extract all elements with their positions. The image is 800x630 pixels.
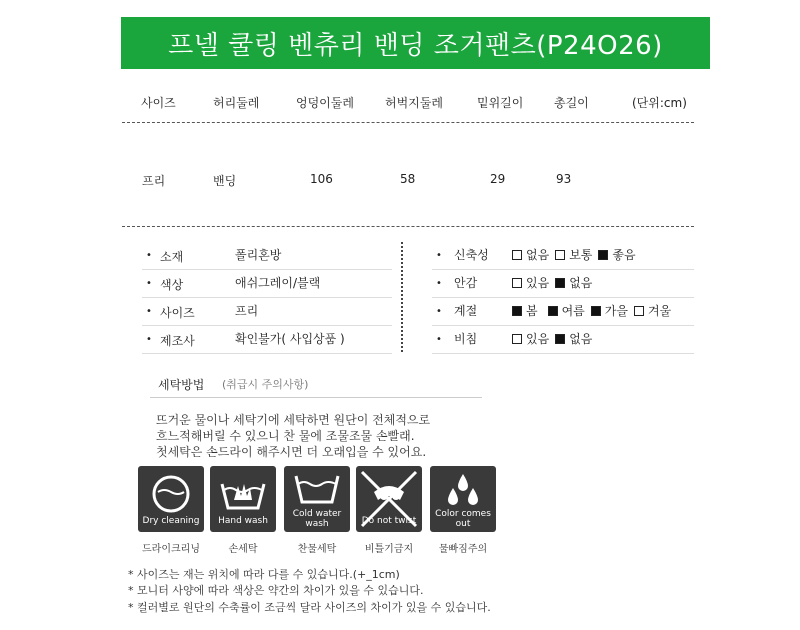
do-not-twist-icon bbox=[356, 466, 422, 532]
size-header-unit: (단위:cm) bbox=[632, 96, 687, 110]
option-label: 봄 bbox=[526, 304, 538, 318]
care-icon-label: 비틀기금지 bbox=[364, 544, 414, 555]
product-title: 프넬 쿨링 벤츄리 밴딩 조거팬츠(P24O26) bbox=[168, 30, 663, 61]
hand-wash-icon bbox=[210, 466, 276, 532]
care-subtitle: (취급시 주의사항) bbox=[222, 378, 309, 391]
bullet-icon: • bbox=[146, 306, 152, 317]
table-divider-top bbox=[122, 122, 694, 123]
spec-row-season bbox=[432, 298, 694, 326]
spec-row-sheerness bbox=[432, 326, 694, 354]
bullet-icon: • bbox=[436, 250, 442, 261]
spec-row-material bbox=[142, 242, 392, 270]
size-value-thigh: 58 bbox=[400, 172, 416, 186]
care-divider bbox=[150, 397, 482, 398]
option-label: 겨울 bbox=[647, 304, 672, 318]
checkbox bbox=[512, 306, 522, 316]
spec-label: 안감 bbox=[454, 276, 478, 290]
size-header-hip: 엉덩이둘레 bbox=[296, 96, 354, 110]
care-text-line: 첫세탁은 손드라이 해주시면 더 오래입을 수 있어요. bbox=[156, 445, 427, 459]
dry-cleaning-icon bbox=[138, 466, 204, 532]
size-value-waist: 밴딩 bbox=[213, 174, 237, 188]
spec-row-color bbox=[142, 270, 392, 298]
spec-row-lining bbox=[432, 270, 694, 298]
option-label: 없음 bbox=[526, 248, 550, 262]
size-header-rise: 밑위길이 bbox=[477, 96, 524, 110]
checkbox bbox=[634, 306, 644, 316]
spec-label: 신축성 bbox=[454, 248, 489, 262]
spec-value: 확인불가( 사입상품 ) bbox=[235, 332, 345, 346]
spec-column-divider bbox=[401, 242, 403, 352]
care-icon-label: 드라이크리닝 bbox=[142, 544, 200, 555]
size-header-waist: 허리둘레 bbox=[213, 96, 260, 110]
color-comes-out-icon bbox=[430, 466, 496, 532]
bullet-icon: • bbox=[146, 250, 152, 261]
bullet-icon: • bbox=[146, 334, 152, 345]
spec-label: 사이즈 bbox=[160, 306, 195, 320]
option-label: 여름 bbox=[561, 304, 585, 318]
spec-value: 프리 bbox=[235, 304, 259, 318]
option-label: 보통 bbox=[569, 248, 593, 262]
tile-caption: Dry cleaning bbox=[142, 516, 200, 526]
care-title: 세탁방법 bbox=[158, 378, 205, 392]
spec-label: 제조사 bbox=[160, 334, 195, 348]
checkbox bbox=[555, 334, 565, 344]
spec-value: 폴리혼방 bbox=[235, 248, 282, 262]
option-label: 있음 bbox=[526, 276, 550, 290]
care-icon-label: 물빠짐주의 bbox=[438, 544, 488, 555]
size-value-size: 프리 bbox=[142, 174, 166, 188]
option-label: 가을 bbox=[604, 304, 628, 318]
spec-label: 소재 bbox=[160, 250, 184, 264]
spec-label: 비침 bbox=[454, 332, 478, 346]
option-label: 있음 bbox=[526, 332, 550, 346]
checkbox bbox=[512, 250, 522, 260]
cold-water-wash-icon bbox=[284, 466, 350, 532]
care-icon-label: 손세탁 bbox=[228, 544, 258, 555]
option-label: 좋음 bbox=[612, 248, 636, 262]
spec-row-size bbox=[142, 298, 392, 326]
checkbox bbox=[598, 250, 608, 260]
tile-caption: Hand wash bbox=[218, 516, 268, 526]
tile-caption: Color comes out bbox=[435, 509, 491, 529]
size-value-rise: 29 bbox=[490, 172, 506, 186]
spec-label: 색상 bbox=[160, 278, 184, 292]
spec-row-manufacturer bbox=[142, 326, 392, 354]
tile-caption: Cold water wash bbox=[292, 509, 342, 529]
checkbox bbox=[512, 334, 522, 344]
checkbox bbox=[548, 306, 558, 316]
option-label: 없음 bbox=[569, 276, 593, 290]
bullet-icon: • bbox=[436, 334, 442, 345]
footnote: * 컬러별로 원단의 수축률이 조금씩 달라 사이즈의 차이가 있을 수 있습니다. bbox=[128, 601, 491, 614]
checkbox bbox=[555, 250, 565, 260]
size-value-hip: 106 bbox=[310, 172, 333, 186]
footnote: * 사이즈는 재는 위치에 따라 다를 수 있습니다.(+_1cm) bbox=[128, 568, 400, 581]
bullet-icon: • bbox=[436, 306, 442, 317]
tile-caption: Do not twist bbox=[361, 516, 417, 526]
checkbox bbox=[512, 278, 522, 288]
spec-value: 애쉬그레이/블랙 bbox=[235, 276, 321, 290]
care-text-line: 뜨거운 물이나 세탁기에 세탁하면 원단이 전체적으로 bbox=[156, 413, 431, 427]
care-icon-label: 찬물세탁 bbox=[297, 544, 337, 555]
option-label: 없음 bbox=[569, 332, 593, 346]
footnote: * 모니터 사양에 따라 색상은 약간의 차이가 있을 수 있습니다. bbox=[128, 584, 424, 597]
table-divider-bottom bbox=[122, 226, 694, 227]
bullet-icon: • bbox=[436, 278, 442, 289]
care-text-line: 흐느적해버릴 수 있으니 찬 물에 조물조물 손빨래. bbox=[156, 429, 415, 443]
bullet-icon: • bbox=[146, 278, 152, 289]
size-header-thigh: 허벅지둘레 bbox=[385, 96, 443, 110]
product-title-banner bbox=[121, 17, 710, 69]
spec-row-stretch bbox=[432, 242, 694, 270]
size-header-length: 총길이 bbox=[554, 96, 589, 110]
spec-label: 계절 bbox=[454, 304, 478, 318]
size-header-size: 사이즈 bbox=[141, 96, 176, 110]
checkbox bbox=[555, 278, 565, 288]
checkbox bbox=[591, 306, 601, 316]
size-value-length: 93 bbox=[556, 172, 572, 186]
